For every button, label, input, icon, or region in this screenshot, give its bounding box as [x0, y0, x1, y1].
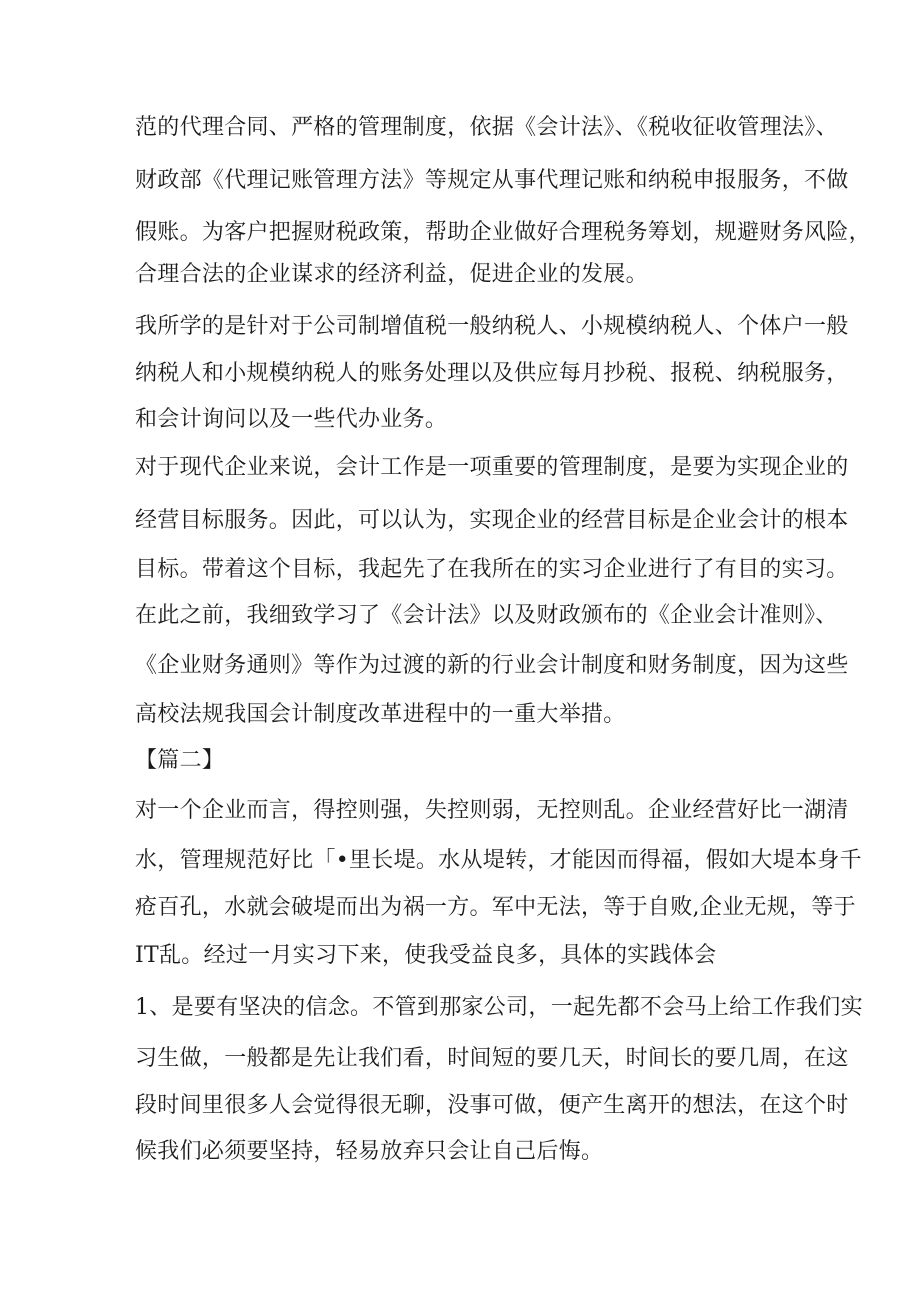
text-line: 疮百孔，水就会破堤而出为祸一方。军中无法，等于自败,企业无规，等于 [135, 895, 856, 920]
text-line: 纳税人和小规模纳税人的账务处理以及供应每月抄税、报税、纳税服务， [135, 361, 849, 386]
text-line: 我所学的是针对于公司制增值税一般纳税人、小规模纳税人、个体户一般 [135, 314, 849, 339]
text-line: IT乱。经过一月实习下来，使我受益良多，具体的实践体会 [135, 943, 717, 968]
text-line: 段时间里很多人会觉得很无聊，没事可做，便产生离开的想法，在这个时 [135, 1093, 849, 1118]
text-line: 经营目标服务。因此，可以认为，实现企业的经营目标是企业会计的根本 [135, 508, 849, 533]
text-line: 假账。为客户把握财税政策，帮助企业做好合理税务筹划，规避财务风险， [135, 220, 871, 245]
section-heading: 【篇二】 [135, 748, 225, 773]
text-line: 对一个企业而言，得控则强，失控则弱，无控则乱。企业经营好比一湖清 [135, 798, 849, 823]
text-line: 1、是要有坚决的信念。不管到那家公司，一起先都不会马上给工作我们实 [135, 995, 863, 1020]
text-line: 高校法规我国会计制度改革进程中的一重大举措。 [135, 702, 626, 727]
text-line: 财政部《代理记账管理方法》等规定从事代理记账和纳税申报服务，不做 [135, 168, 849, 193]
text-line: 和会计询问以及一些代办业务。 [135, 407, 448, 432]
text-line: 水，管理规范好比「•里长堤。水从堤转，才能因而得福，假如大堤本身千 [135, 848, 862, 873]
text-line: 《企业财务通则》等作为过渡的新的行业会计制度和财务制度，因为这些 [135, 653, 849, 678]
text-line: 合理合法的企业谋求的经济利益，促进企业的发展。 [135, 262, 648, 287]
text-line: 对于现代企业来说，会计工作是一项重要的管理制度，是要为实现企业的 [135, 455, 849, 480]
text-line: 习生做，一般都是先让我们看，时间短的要几天，时间长的要几周，在这 [135, 1046, 849, 1071]
text-line: 候我们必须要坚持，轻易放弃只会让自己后悔。 [135, 1139, 604, 1164]
text-line: 目标。带着这个目标，我起先了在我所在的实习企业进行了有目的实习。 [135, 557, 849, 582]
text-line: 在此之前，我细致学习了《会计法》以及财政颁布的《企业会计准则》、 [135, 603, 838, 628]
text-line: 范的代理合同、严格的管理制度，依据《会计法》、《税收征收管理法》、 [135, 115, 838, 140]
